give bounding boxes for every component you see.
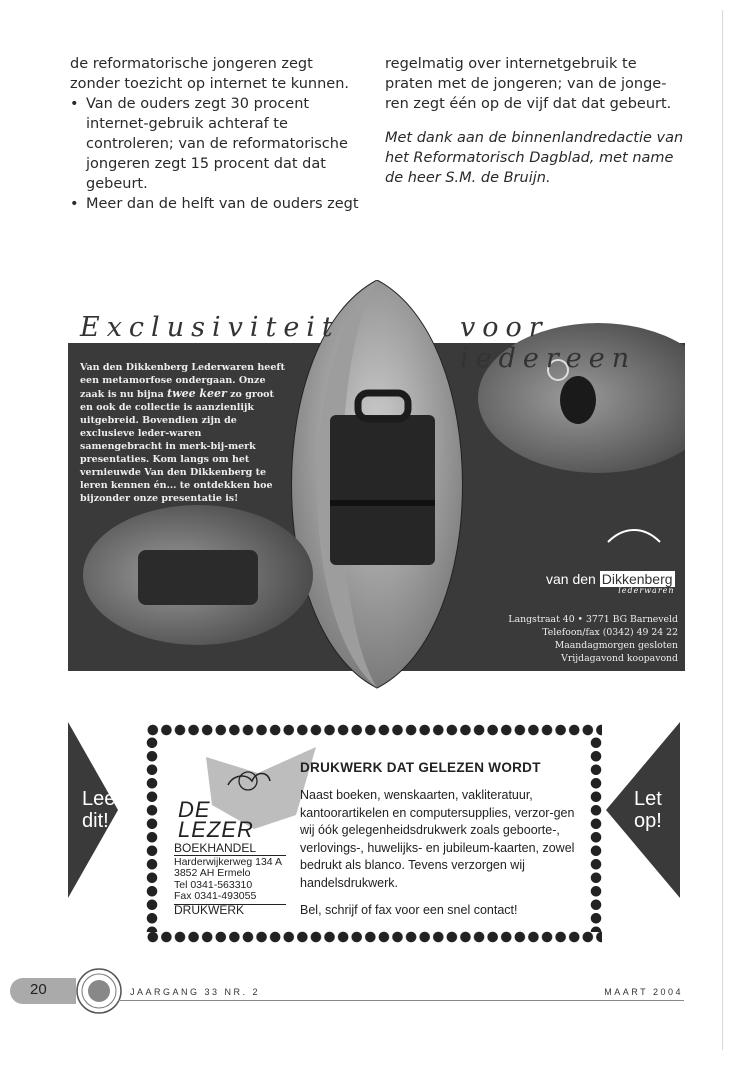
right-arrow-line: op! (634, 810, 662, 832)
ad-title-right: voor iedereen (460, 312, 637, 374)
page-edge-rule (722, 10, 723, 1050)
shop-phone: Tel 0341-563310 (174, 878, 253, 891)
shop-city: 3852 AH Ermelo (174, 867, 251, 879)
left-arrow-text (82, 788, 125, 832)
brand-name-highlight: Dikkenberg (601, 571, 673, 587)
left-arrow-line: dit! (82, 810, 109, 832)
right-arrow-text (634, 788, 662, 832)
dotted-border-bottom (146, 931, 602, 943)
footer-rule (118, 1000, 684, 1001)
brand-subtitle: lederwaren (618, 586, 675, 595)
ad-phone: Telefoon/fax (0342) 49 24 22 (542, 627, 678, 638)
shop-contact-block (174, 843, 296, 916)
lezer-body: Naast boeken, wenskaarten, vakliteratuur, kantoorartikelen en computersupplies, verzor-gen wij óók gelegenheidsdrukwerk zoals geboorte-, verlovings-, huwelijks- en jubileum-kaarten, zowel bedrukt als blanco. Tevens verzorgen wij handelsdrukwerk. (300, 788, 575, 890)
article-left-column (70, 54, 370, 214)
dotted-border-left (146, 736, 158, 932)
ad-hours: Maandagmorgen gesloten (554, 640, 678, 651)
ad-body-text (80, 361, 285, 505)
article-bullets (70, 94, 370, 214)
brand-name-part: van den (546, 571, 596, 587)
shop-department: DRUKWERK (174, 904, 286, 917)
article-paragraph: regelmatig over internetgebruik te praten met de jongeren; van de jonge-ren zegt één op de vijf dat dat gebeurt. (385, 56, 672, 112)
ad-body-emphasis: twee keer (167, 387, 227, 400)
shop-street: Harderwijkerweg 134 A (174, 855, 282, 868)
logo-line: DE (178, 797, 211, 822)
bullet-item: • Van de ouders zegt 30 procent internet-gebruik achteraf te controleren; van de reformatorische jongeren zegt 15 procent dat dat gebeurt. (70, 94, 370, 194)
dikkenberg-logo (546, 571, 675, 595)
shop-type: BOEKHANDEL (174, 843, 286, 856)
bullet-item: • Meer dan de helft van de ouders zegt (70, 194, 370, 214)
article-line: de reformatorische jongeren zegt (70, 56, 313, 72)
dotted-border-top (146, 724, 602, 736)
ad-hours: Vrijdagavond koopavond (561, 653, 678, 664)
de-lezer-logo (178, 797, 254, 842)
ad-body-start: Van den Dikkenberg Lederwaren heeft een metamorfose ondergaan. Onze zaak is nu bijna (80, 362, 285, 400)
shop-fax: Fax 0341-493055 (174, 890, 257, 902)
page-number: 20 (10, 978, 76, 1004)
ad-address-block (508, 613, 678, 665)
logo-line: LEZER (178, 817, 254, 842)
footer-issue: JAARGANG 33 NR. 2 (130, 987, 261, 997)
ad-body-end: zo groot en ook de collectie is aanzienlijk uitgebreid. Bovendien zijn de exclusieve leder-waren samengebracht in merk-bij-merk presentaties. Kom langs om het vernieuwde Van den Dikkenberg te leren kennen én... te ontdekken hoe bijzonder onze presentatie is! (80, 389, 274, 504)
ad-title-left: Exclusiviteit (80, 312, 340, 343)
thanks-note: Met dank aan de binnenlandredactie van het Reformatorisch Dagblad, met name de heer S.M. de Bruijn. (385, 130, 684, 186)
lezer-call-to-action: Bel, schrijf of fax voor een snel contact! (300, 903, 518, 917)
article-right-column (385, 54, 685, 188)
dotted-border-right (590, 736, 602, 932)
lezer-headline: DRUKWERK DAT GELEZEN WORDT (300, 760, 541, 775)
ad-address: Langstraat 40 • 3771 BG Barneveld (508, 614, 678, 625)
right-arrow-line: Let (634, 788, 662, 810)
left-arrow-line: Lees (82, 788, 126, 810)
footer-date: MAART 2004 (604, 987, 683, 997)
magazine-seal-icon (74, 966, 124, 1016)
article-line: zonder toezicht op internet te kunnen. (70, 76, 350, 92)
